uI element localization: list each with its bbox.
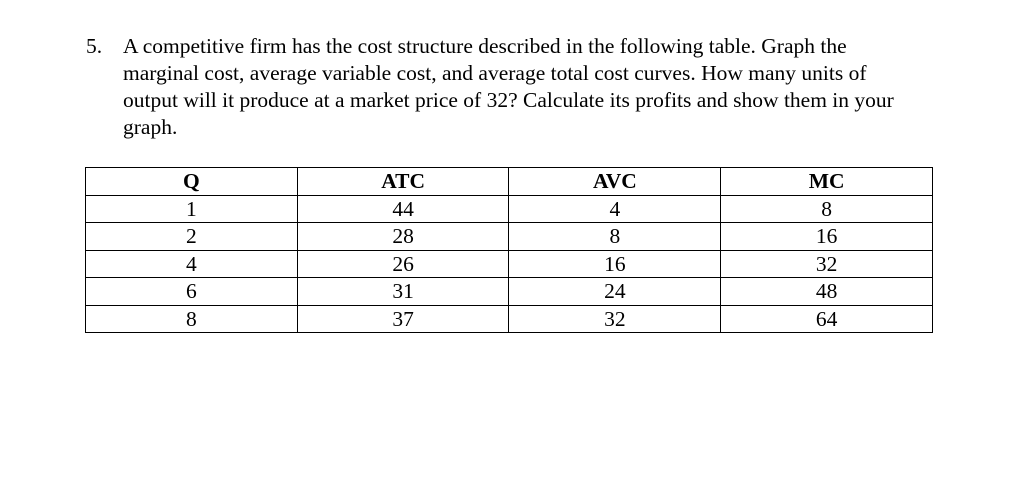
- cell-q: 6: [86, 278, 298, 306]
- table-row: [86, 195, 933, 223]
- cell-mc: 48: [721, 278, 933, 306]
- cell-avc: 32: [509, 305, 721, 333]
- cell-atc: 37: [297, 305, 509, 333]
- cell-q: 8: [86, 305, 298, 333]
- header-avc: AVC: [509, 168, 721, 196]
- cell-atc: 28: [297, 223, 509, 251]
- cell-mc: 8: [721, 195, 933, 223]
- cell-avc: 24: [509, 278, 721, 306]
- table-header-row: [86, 168, 933, 196]
- cell-mc: 16: [721, 223, 933, 251]
- table-row: [86, 305, 933, 333]
- cell-q: 1: [86, 195, 298, 223]
- question-number: 5.: [86, 34, 103, 58]
- table-row: [86, 250, 933, 278]
- cell-atc: 31: [297, 278, 509, 306]
- cell-avc: 16: [509, 250, 721, 278]
- header-mc: MC: [721, 168, 933, 196]
- table-row: [86, 278, 933, 306]
- question-line: output will it produce at a market price of 32? Calculate its profits and show them in your: [123, 88, 894, 112]
- question-line: A competitive firm has the cost structure described in the following table. Graph the: [123, 34, 847, 58]
- question-text: [123, 33, 973, 141]
- cell-atc: 26: [297, 250, 509, 278]
- cell-avc: 4: [509, 195, 721, 223]
- question-line: marginal cost, average variable cost, and average total cost curves. How many units of: [123, 61, 867, 85]
- cell-atc: 44: [297, 195, 509, 223]
- cell-q: 4: [86, 250, 298, 278]
- question-line: graph.: [123, 115, 178, 139]
- table-row: [86, 223, 933, 251]
- header-atc: ATC: [297, 168, 509, 196]
- cell-avc: 8: [509, 223, 721, 251]
- header-q: Q: [86, 168, 298, 196]
- cost-table: [85, 167, 933, 333]
- cell-mc: 32: [721, 250, 933, 278]
- cell-q: 2: [86, 223, 298, 251]
- cell-mc: 64: [721, 305, 933, 333]
